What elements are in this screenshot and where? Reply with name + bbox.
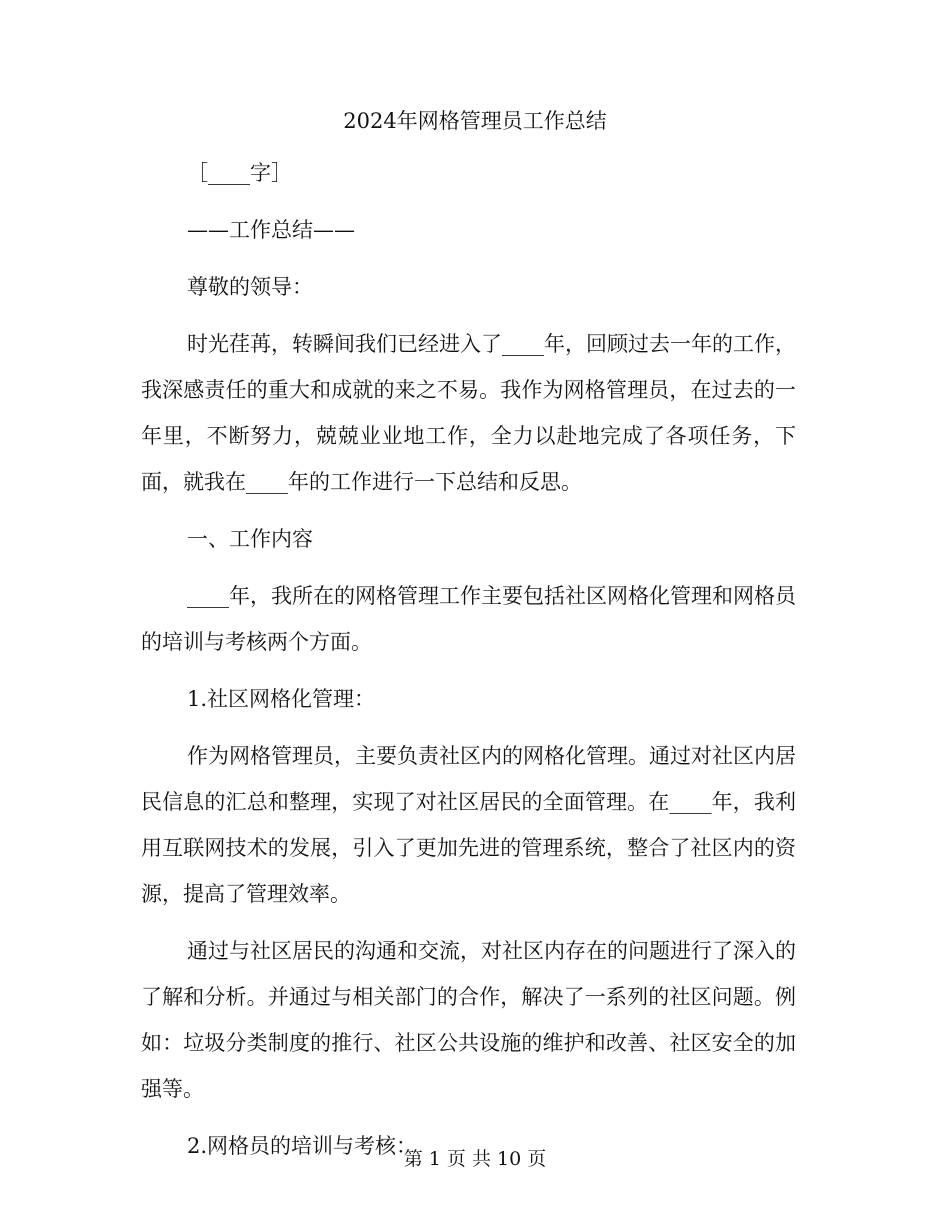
body-paragraph-overview: ____年，我所在的网格管理工作主要包括社区网格化管理和网格员的培训与考核两个方面。	[141, 584, 796, 654]
subtitle-line: ——工作总结——	[187, 218, 355, 242]
body-paragraph-grid-management: 作为网格管理员，主要负责社区内的网格化管理。通过对社区内居民信息的汇总和整理，实现了对社区居民的全面管理。在____年，我利用互联网技术的发展，引入了更加先进的管理系统，整合了社区内的资源，提高了管理效率。	[141, 744, 796, 906]
page-number-footer: 第 1 页 共 10 页	[403, 1148, 547, 1170]
document-body	[141, 150, 796, 1180]
section-heading-work-content: 一、工作内容	[187, 527, 313, 551]
body-paragraph-communication: 通过与社区居民的沟通和交流，对社区内存在的问题进行了深入的了解和分析。并通过与相关部门的合作，解决了一系列的社区问题。例如：垃圾分类制度的推行、社区公共设施的维护和改善、社区安全的加强等。	[141, 939, 796, 1101]
subheading-grid-management: 1.社区网格化管理：	[187, 687, 376, 711]
salutation: 尊敬的领导：	[187, 275, 313, 299]
body-paragraph-intro: 时光荏苒，转瞬间我们已经进入了____年，回顾过去一年的工作，我深感责任的重大和成就的来之不易。我作为网格管理员，在过去的一年里，不断努力，兢兢业业地工作，全力以赴地完成了各项任务，下面，就我在____年的工作进行一下总结和反思。	[141, 332, 796, 494]
document-title: 2024年网格管理员工作总结	[343, 109, 607, 133]
subheading-training: 2.网格员的培训与考核：	[187, 1134, 418, 1158]
word-count-line: ［____字］	[187, 161, 292, 185]
